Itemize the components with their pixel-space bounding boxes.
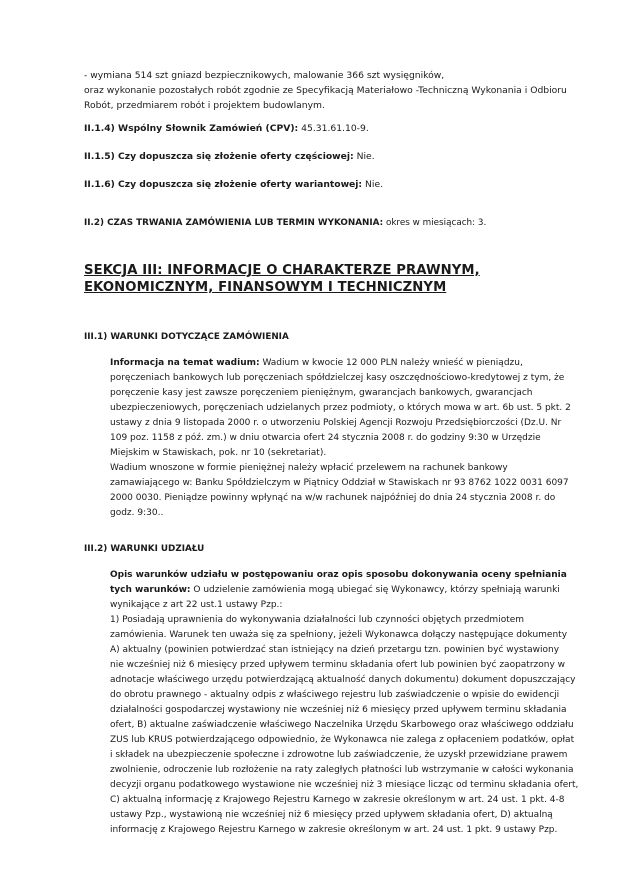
conditions-label-line: Opis warunków udziału w postępowaniu oraz opis sposobu dokonywania oceny spełniania <box>110 570 567 580</box>
conditions-line: decyzji organu podatkowego wystawione nie wcześniej niż 3 miesiące licząc od terminu składania ofert, <box>110 780 579 790</box>
conditions-line: ustawy Pzp., wystawioną nie wcześniej niż 6 miesięcy przed upływem składania ofert, D) aktualną <box>110 810 553 820</box>
wadium-line: poręczeniach bankowych lub poręczeniach spółdzielczej kasy oszczędnościowo-kredytowej z tym, że <box>110 373 565 383</box>
intro-line: Robót, przedmiarem robót i projektem budowlanym. <box>84 100 325 111</box>
cpv-line <box>84 121 369 136</box>
wadium-line: poręczenie kasy jest zawsze poręczeniem pieniężnym, gwarancjach bankowych, gwarancjach <box>110 388 533 398</box>
conditions-line: O udzielenie zamówienia mogą ubiegać się Wykonawcy, którzy spełniają warunki <box>190 585 560 595</box>
wadium-first-line: Wadium w kwocie 12 000 PLN należy wnieść w pieniądzu, <box>259 358 523 368</box>
conditions-line: i składek na ubezpieczenie społeczne i zdrowotne lub zaświadczenie, że uzyskł przewidziane prawem <box>110 750 568 760</box>
wadium-line: zamawiającego w: Banku Spółdzielczym w Piątnicy Oddział w Stawiskach nr 93 8762 1022 0031 6097 <box>110 478 569 488</box>
wadium-label: Informacja na temat wadium: <box>110 358 260 368</box>
partial-offer-value: Nie. <box>353 151 375 162</box>
iii2-heading: III.2) WARUNKI UDZIAŁU <box>84 544 205 554</box>
duration-line <box>84 216 486 231</box>
conditions-line: wynikające z art 22 ust.1 ustawy Pzp.: <box>110 600 283 610</box>
intro-line: oraz wykonanie pozostałych robót zgodnie ze Specyfikacją Materiałowo -Techniczną Wykonania i Odbioru <box>84 85 567 96</box>
conditions-paragraph <box>110 568 578 838</box>
partial-offer-label: II.1.5) Czy dopuszcza się złożenie oferty częściowej: <box>84 151 354 162</box>
conditions-line: ZUS lub KRUS potwierdzającego odpowiednio, że Wykonawca nie zalega z opłaceniem podatków, opłat <box>110 735 575 745</box>
conditions-line: 1) Posiadają uprawnienia do wykonywania działalności lub czynności objętych przedmiotem <box>110 615 525 625</box>
cpv-value: 45.31.61.10-9. <box>298 123 369 134</box>
iii1-heading: III.1) WARUNKI DOTYCZĄCE ZAMÓWIENIA <box>84 332 289 342</box>
conditions-label-end: tych warunków: <box>110 585 191 595</box>
wadium-paragraph <box>110 356 571 521</box>
variant-offer-label: II.1.6) Czy dopuszcza się złożenie oferty wariantowej: <box>84 179 363 190</box>
intro-paragraph <box>84 68 567 113</box>
wadium-line: Miejskim w Stawiskach, pok. nr 10 (sekretariat). <box>110 448 327 458</box>
wadium-line: 2000 0030. Pieniądze powinny wpłynąć na w/w rachunek najpóźniej do dnia 24 stycznia 2008 r. do <box>110 493 556 503</box>
wadium-line: ubezpieczeniowych, poręczeniach udzielanych przez podmioty, o których mowa w art. 6b ust. 5 pkt. 2 <box>110 403 571 413</box>
variant-offer-value: Nie. <box>362 179 384 190</box>
conditions-line: do obrotu prawnego - aktualny odpis z właściwego rejestru lub zaświadczenie o wpisie do ewidencji <box>110 690 560 700</box>
conditions-line: nie wcześniej niż 6 miesięcy przed upływem terminu składania ofert lub powinien być zaopatrzony w <box>110 660 566 670</box>
duration-label: II.2) CZAS TRWANIA ZAMÓWIENIA LUB TERMIN WYKONANIA: <box>84 218 384 228</box>
conditions-line: A) aktualny (powinien potwierdzać stan istniejący na dzień przetargu tzn. powinien być wystawiony <box>110 645 560 655</box>
conditions-line: informację z Krajowego Rejestru Karnego w zakresie określonym w art. 24 ust. 1 pkt. 9 ustawy Pzp. <box>110 825 558 835</box>
wadium-line: ustawy z dnia 9 listopada 2000 r. o utworzeniu Polskiej Agencji Rozwoju Przedsiębiorczości (Dz.U. Nr <box>110 418 562 428</box>
conditions-line: C) aktualną informację z Krajowego Rejestru Karnego w zakresie określonym w art. 24 ust. 1 pkt. 4-8 <box>110 795 565 805</box>
section-iii-title <box>84 262 480 296</box>
partial-offer-line <box>84 149 375 164</box>
duration-value: okres w miesiącach: 3. <box>383 218 487 228</box>
conditions-line: ofert, B) aktualne zaświadczenie właściwego Naczelnika Urzędu Skarbowego oraz właściwego oddziału <box>110 720 574 730</box>
conditions-line: zamówienia. Warunek ten uważa się za spełniony, jeżeli Wykonawca dołączy następujące dokumenty <box>110 630 568 640</box>
variant-offer-line <box>84 177 383 192</box>
intro-line: - wymiana 514 szt gniazd bezpiecznikowych, malowanie 366 szt wysięgników, <box>84 70 445 81</box>
wadium-line: 109 poz. 1158 z póź. zm.) w dniu otwarcia ofert 24 stycznia 2008 r. do godziny 9:30 w Urzędzie <box>110 433 541 443</box>
wadium-line: godz. 9:30.. <box>110 508 164 518</box>
cpv-label: II.1.4) Wspólny Słownik Zamówień (CPV): <box>84 123 299 134</box>
conditions-line: działalności gospodarczej wystawiony nie wcześniej niż 6 miesięcy przed upływem terminu składania <box>110 705 567 715</box>
section-title-line: EKONOMICZNYM, FINANSOWYM I TECHNICZNYM <box>84 280 447 295</box>
wadium-line: Wadium wnoszone w formie pieniężnej należy wpłacić przelewem na rachunek bankowy <box>110 463 508 473</box>
section-title-line: SEKCJA III: INFORMACJE O CHARAKTERZE PRAWNYM, <box>84 263 480 278</box>
conditions-line: zwolnienie, odroczenie lub rozłożenie na raty zaległych płatności lub wstrzymanie w całości wykonania <box>110 765 574 775</box>
conditions-line: adnotacje właściwego urzędu potwierdzającą aktualność danych dokumentu) dokument dopuszczający <box>110 675 576 685</box>
